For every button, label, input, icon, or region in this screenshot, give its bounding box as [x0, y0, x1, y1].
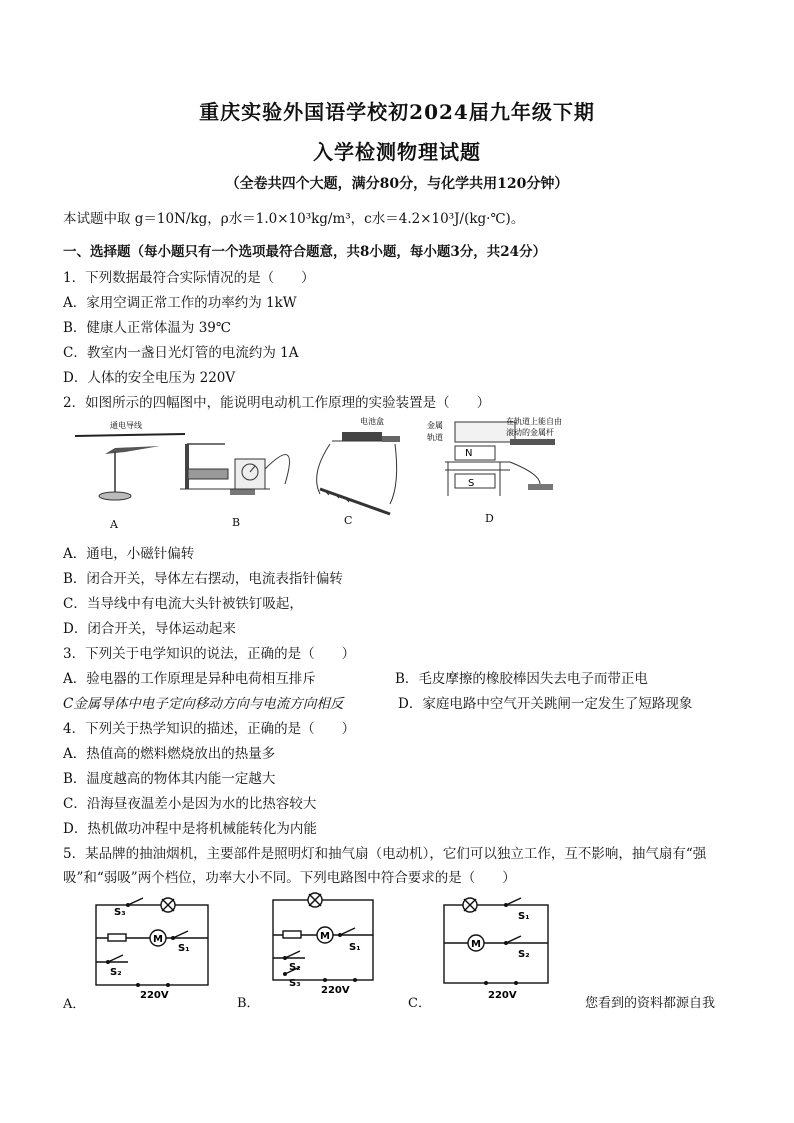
circuit-b-s1: S₁ — [349, 942, 361, 953]
constants-line: 本试题中取 g＝10N/kg，ρ水＝1.0×10³kg/m³，c水＝4.2×10³J/(kg·℃)。 — [63, 211, 525, 227]
figure-c-battery-label: 电池盒 — [360, 417, 384, 426]
circuit-b-m: M — [320, 931, 330, 942]
circuit-c-voltage: 220V — [488, 990, 517, 1000]
q3-option-c: C金属导体中电子定向移动方向与电流方向相反 — [63, 696, 344, 712]
q5-circuit-a — [88, 895, 218, 1000]
q5-circuit-b — [265, 890, 385, 998]
circuit-a-voltage: 220V — [140, 990, 169, 1000]
circuit-a-s1: S₁ — [178, 943, 190, 954]
q3-option-d: D．家庭电路中空气开关跳闸一定发生了短路现象 — [398, 696, 693, 712]
circuit-b-s3: S₃ — [289, 978, 301, 989]
figure-d-note1: 在轨道上能自由 — [506, 417, 562, 426]
exam-info: （全卷共四个大题，满分80分，与化学共用120分钟） — [225, 176, 569, 192]
q3-option-a: A．验电器的工作原理是异种电荷相互排斥 — [63, 671, 316, 687]
exam-subtitle-title: 入学检测物理试题 — [313, 140, 481, 164]
figure-a — [75, 420, 185, 500]
q2-figure-label-c: C — [344, 514, 353, 527]
q1-option-a: A．家用空调正常工作的功率约为 1kW — [63, 295, 297, 311]
q1-option-d: D．人体的安全电压为 220V — [63, 370, 236, 386]
circuit-a-s3: S₃ — [114, 907, 126, 918]
q4-stem: 4．下列关于热学知识的描述，正确的是（ ） — [63, 721, 356, 737]
figure-a-wire-label: 通电导线 — [110, 421, 142, 430]
q1-stem: 1．下列数据最符合实际情况的是（ ） — [63, 270, 315, 286]
exam-title: 重庆实验外国语学校初2024届九年级下期 — [199, 100, 595, 124]
circuit-c-s2: S₂ — [518, 949, 530, 960]
figure-b — [180, 444, 290, 495]
circuit-c-s1: S₁ — [518, 911, 530, 922]
q2-figure-label-b: B — [232, 516, 241, 529]
q2-option-c: C．当导线中有电流大头针被铁钉吸起， — [63, 596, 303, 612]
q3-stem: 3．下列关于电学知识的说法，正确的是（ ） — [63, 646, 356, 662]
q5-circuit-label-a: A． — [63, 997, 86, 1012]
q4-option-c: C．沿海昼夜温差小是因为水的比热容较大 — [63, 796, 317, 812]
trailing-note: 您看到的资料都源自我 — [585, 996, 716, 1011]
q4-option-a: A．热值高的燃料燃烧放出的热量多 — [63, 746, 276, 762]
q5-circuit-c — [436, 895, 556, 1000]
q1-option-b: B．健康人正常体温为 39℃ — [63, 320, 231, 336]
q2-option-a: A．通电，小磁针偏转 — [63, 546, 195, 562]
q5-circuit-label-b: B． — [237, 996, 260, 1011]
figure-d-s-label: S — [468, 478, 475, 489]
figure-d-n-label: N — [465, 448, 473, 459]
figure-d-metal-label: 金属 — [427, 421, 443, 430]
figure-d-rail-label: 轨道 — [427, 433, 443, 442]
circuit-a-s2: S₂ — [110, 967, 122, 978]
q2-option-d: D．闭合开关，导体运动起来 — [63, 621, 236, 637]
q4-option-b: B．温度越高的物体其内能一定越大 — [63, 771, 276, 787]
q5-stem-line2: 吸”和“弱吸”两个档位，功率大小不同。下列电路图中符合要求的是（ ） — [63, 870, 516, 886]
figure-c — [317, 416, 400, 514]
q5-circuit-label-c: C． — [408, 996, 431, 1011]
q2-figure-label-d: D — [485, 512, 494, 525]
q3-option-b: B．毛皮摩擦的橡胶棒因失去电子而带正电 — [395, 671, 648, 687]
q1-option-c: C．教室内一盏日光灯管的电流约为 1A — [63, 345, 299, 361]
circuit-a-m: M — [153, 934, 163, 945]
q4-option-d: D．热机做功冲程中是将机械能转化为内能 — [63, 821, 317, 837]
q2-stem: 2．如图所示的四幅图中，能说明电动机工作原理的实验装置是（ ） — [63, 395, 491, 411]
figure-d-note2: 滚动的金属杆 — [506, 428, 554, 437]
circuit-b-voltage: 220V — [321, 985, 350, 996]
q5-stem-line1: 5．某品牌的抽油烟机，主要部件是照明灯和抽气扇（电动机），它们可以独立工作，互不影响，抽气扇有“强 — [63, 846, 707, 862]
q2-figure-label-a: A — [110, 518, 118, 531]
circuit-b-s2: S₂ — [289, 962, 301, 973]
section-heading: 一、选择题（每小题只有一个选项最符合题意，共8小题，每小题3分，共24分） — [63, 244, 547, 260]
q2-figures — [70, 414, 750, 534]
q2-option-b: B．闭合开关，导体左右摆动，电流表指针偏转 — [63, 571, 343, 587]
figure-d — [427, 416, 562, 496]
circuit-c-m: M — [471, 939, 481, 950]
